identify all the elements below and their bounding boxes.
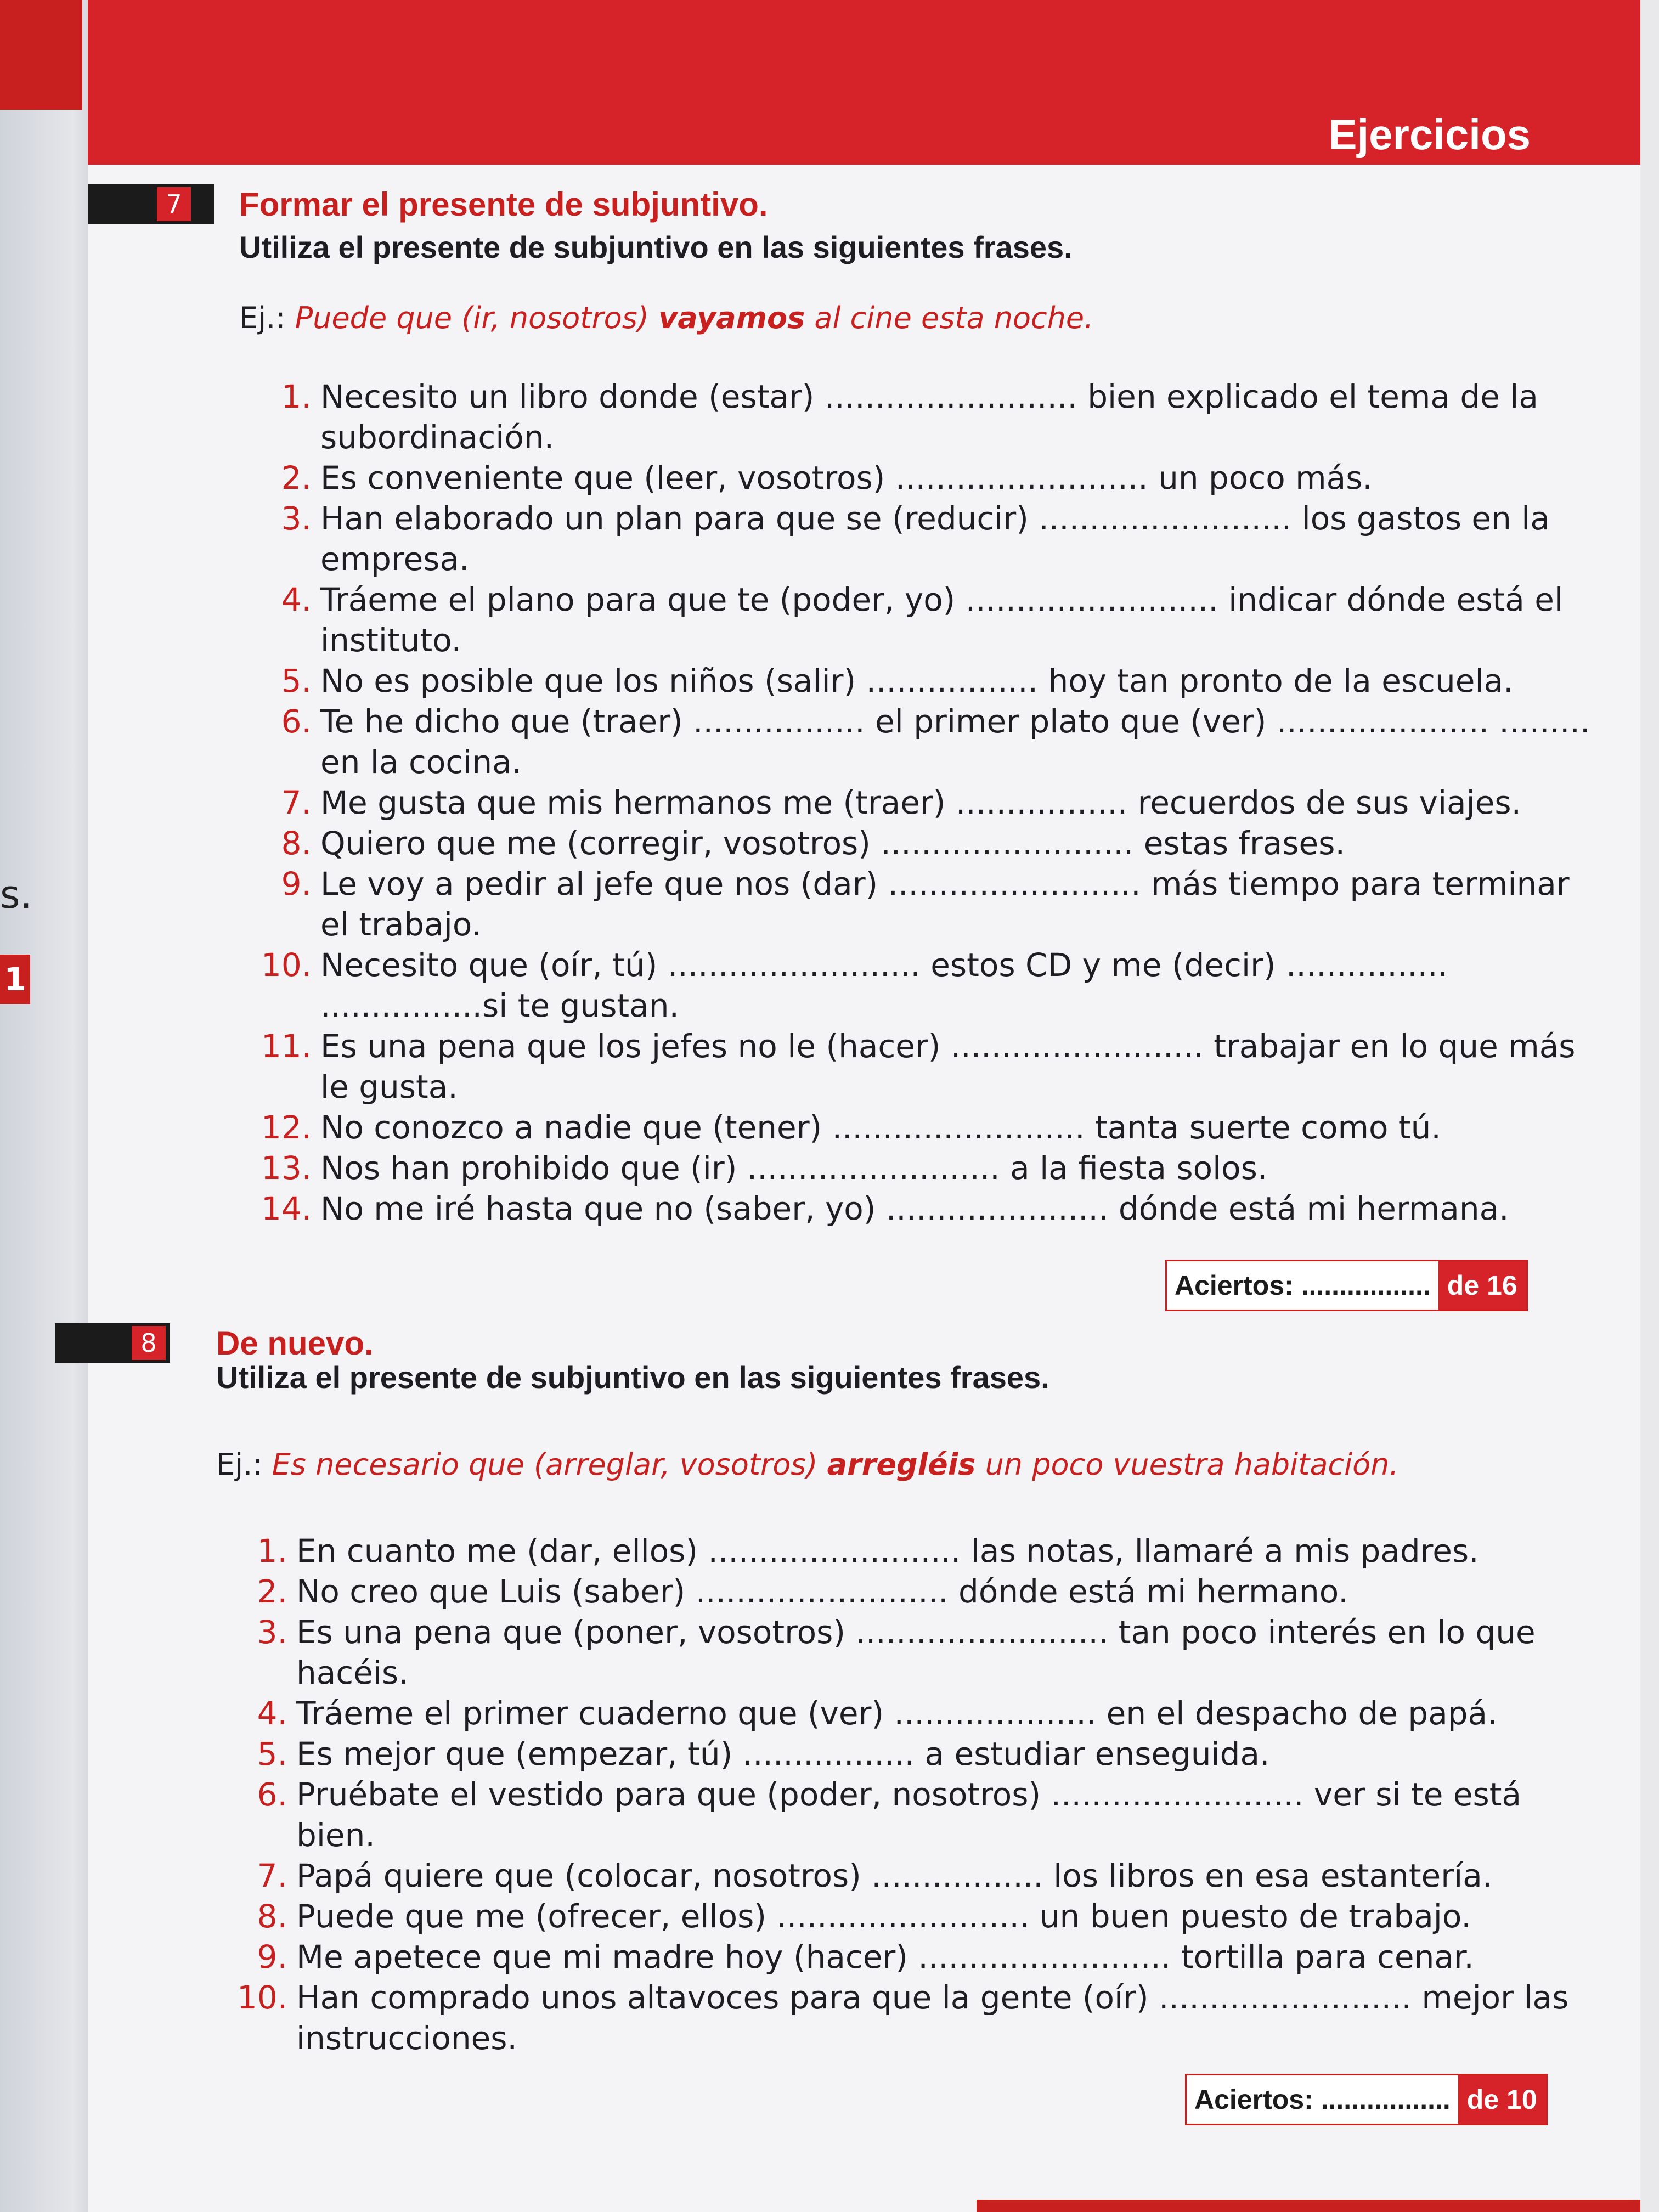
example-prefix: Ej.: — [216, 1447, 263, 1482]
exercise-item — [261, 1026, 1594, 1107]
item-sentence[interactable]: Es conveniente que (leer, vosotros) ......................... un poco más. — [320, 459, 1373, 496]
item-number: 8. — [257, 1898, 287, 1935]
exercise-item — [261, 823, 1594, 864]
item-number: 7. — [257, 1857, 287, 1894]
exercise-item — [261, 782, 1594, 823]
exercise-item — [261, 1107, 1594, 1148]
item-sentence[interactable]: No conozco a nadie que (tener) ......................... tanta suerte como tú. — [320, 1109, 1441, 1146]
example-answer: vayamos — [658, 301, 805, 335]
exercise-item — [261, 376, 1594, 458]
example-sentence-start: Puede que (ir, nosotros) — [295, 301, 649, 335]
item-number: 12. — [261, 1109, 312, 1146]
page-title: Ejercicios — [1328, 110, 1531, 159]
item-number: 6. — [257, 1776, 287, 1813]
example-sentence-end: un poco vuestra habitación. — [985, 1447, 1399, 1482]
exercise-7-instruction: Utiliza el presente de subjuntivo en las siguientes frases. — [239, 230, 1073, 264]
exercise-item — [237, 1571, 1609, 1612]
item-sentence[interactable]: Necesito un libro donde (estar) ......................... bien explicado el tema de la subordinación. — [320, 378, 1549, 456]
item-number: 13. — [261, 1149, 312, 1187]
exercise-item — [237, 1774, 1609, 1855]
item-number: 1. — [281, 378, 312, 415]
item-number: 9. — [281, 865, 312, 902]
exercise-8-items — [237, 1531, 1609, 2058]
item-number: 9. — [257, 1938, 287, 1976]
item-number: 14. — [261, 1190, 312, 1227]
item-sentence[interactable]: Pruébate el vestido para que (poder, nosotros) ......................... ver si te está bien. — [296, 1776, 1532, 1854]
exercise-7-items — [261, 376, 1600, 1229]
item-number: 4. — [257, 1695, 287, 1732]
exercise-item — [237, 1896, 1609, 1937]
exercise-item — [261, 1148, 1594, 1188]
item-number: 5. — [257, 1735, 287, 1773]
exercise-item — [237, 1937, 1609, 1977]
item-number: 2. — [281, 459, 312, 496]
exercise-item — [261, 945, 1594, 1026]
item-sentence[interactable]: Me apetece que mi madre hoy (hacer) ......................... tortilla para cenar. — [296, 1938, 1474, 1976]
item-number: 4. — [281, 581, 312, 618]
item-sentence[interactable]: No me iré hasta que no (saber, yo) ...................... dónde está mi hermana. — [320, 1190, 1509, 1227]
exercise-item — [237, 1855, 1609, 1896]
item-sentence[interactable]: Es una pena que (poner, vosotros) ......................... tan poco interés en lo que hacéis. — [296, 1613, 1546, 1691]
item-sentence[interactable]: Necesito que (oír, tú) ......................... estos CD y me (decir) ................ ................si te gustan. — [320, 946, 1458, 1024]
exercise-item — [261, 701, 1600, 782]
exercise-item — [261, 864, 1594, 945]
exercise-7-marker — [88, 184, 214, 224]
item-number: 5. — [281, 662, 312, 699]
item-sentence[interactable]: En cuanto me (dar, ellos) ......................... las notas, llamaré a mis padres. — [296, 1532, 1479, 1570]
item-number: 1. — [257, 1532, 287, 1570]
example-prefix: Ej.: — [239, 301, 286, 335]
item-sentence[interactable]: Han comprado unos altavoces para que la gente (oír) ......................... mejor las instrucciones. — [296, 1979, 1579, 2057]
exercise-7-score-box — [1165, 1260, 1528, 1311]
exercise-8-score-box — [1185, 2074, 1548, 2125]
exercise-item — [237, 1734, 1609, 1774]
exercise-item — [261, 661, 1594, 701]
exercise-8-instruction: Utiliza el presente de subjuntivo en las siguientes frases. — [216, 1360, 1049, 1395]
item-number: 10. — [261, 946, 312, 984]
workbook-page — [88, 0, 1640, 2212]
exercise-item — [237, 1693, 1609, 1734]
item-sentence[interactable]: Te he dicho que (traer) ................. el primer plato que (ver) ..................... ......... en la cocina. — [320, 703, 1600, 781]
exercise-8-example — [216, 1447, 1399, 1482]
example-answer: arregléis — [827, 1447, 976, 1482]
item-sentence[interactable]: Tráeme el plano para que te (poder, yo) ......................... indicar dónde está el instituto. — [320, 581, 1573, 659]
exercise-8-number: 8 — [132, 1326, 166, 1360]
item-sentence[interactable]: Es una pena que los jefes no le (hacer) ......................... trabajar en lo que más le gusta. — [320, 1028, 1585, 1105]
left-page-number-badge: 1 — [0, 955, 30, 1004]
item-sentence[interactable]: Papá quiere que (colocar, nosotros) ................. los libros en esa estantería. — [296, 1857, 1493, 1894]
score-label: Aciertos: ................. — [1194, 2084, 1451, 2115]
item-number: 3. — [257, 1613, 287, 1651]
exercise-7-title: Formar el presente de subjuntivo. — [239, 186, 768, 223]
exercise-item — [237, 1977, 1609, 2058]
exercise-item — [261, 1188, 1594, 1229]
item-number: 2. — [257, 1573, 287, 1610]
item-sentence[interactable]: Le voy a pedir al jefe que nos (dar) ......................... más tiempo para terminar el trabajo. — [320, 865, 1580, 943]
item-sentence[interactable]: Es mejor que (empezar, tú) ................. a estudiar enseguida. — [296, 1735, 1270, 1773]
item-sentence[interactable]: Puede que me (ofrecer, ellos) ......................... un buen puesto de trabajo. — [296, 1898, 1471, 1935]
example-sentence-end: al cine esta noche. — [814, 301, 1094, 335]
exercise-item — [237, 1531, 1609, 1571]
item-number: 8. — [281, 825, 312, 862]
item-sentence[interactable]: Tráeme el primer cuaderno que (ver) .................... en el despacho de papá. — [296, 1695, 1498, 1732]
item-sentence[interactable]: No creo que Luis (saber) ......................... dónde está mi hermano. — [296, 1573, 1348, 1610]
score-total: de 16 — [1438, 1261, 1526, 1310]
item-number: 10. — [237, 1979, 288, 2016]
exercise-7-number: 7 — [157, 187, 191, 221]
item-sentence[interactable]: Nos han prohibido que (ir) ......................... a la fiesta solos. — [320, 1149, 1268, 1187]
footer-band — [977, 2200, 1640, 2212]
exercise-7-example — [239, 301, 1093, 335]
item-number: 11. — [261, 1028, 312, 1065]
left-page-text-fragment: s. — [0, 872, 32, 917]
score-total: de 10 — [1458, 2075, 1546, 2124]
item-number: 6. — [281, 703, 312, 740]
exercise-item — [261, 458, 1594, 498]
item-number: 7. — [281, 784, 312, 821]
exercise-8-title: De nuevo. — [216, 1325, 374, 1362]
item-sentence[interactable]: Han elaborado un plan para que se (reducir) ......................... los gastos en la empresa. — [320, 500, 1560, 578]
exercise-item — [261, 579, 1594, 661]
exercise-item — [261, 498, 1594, 579]
header-band — [88, 0, 1640, 165]
item-sentence[interactable]: No es posible que los niños (salir) ................. hoy tan pronto de la escuela. — [320, 662, 1514, 699]
example-sentence-start: Es necesario que (arreglar, vosotros) — [272, 1447, 818, 1482]
item-number: 3. — [281, 500, 312, 537]
left-page-red-band — [0, 0, 82, 110]
exercise-item — [237, 1612, 1609, 1693]
item-sentence[interactable]: Me gusta que mis hermanos me (traer) ................. recuerdos de sus viajes. — [320, 784, 1522, 821]
item-sentence[interactable]: Quiero que me (corregir, vosotros) ......................... estas frases. — [320, 825, 1345, 862]
score-label: Aciertos: ................. — [1175, 1270, 1431, 1301]
